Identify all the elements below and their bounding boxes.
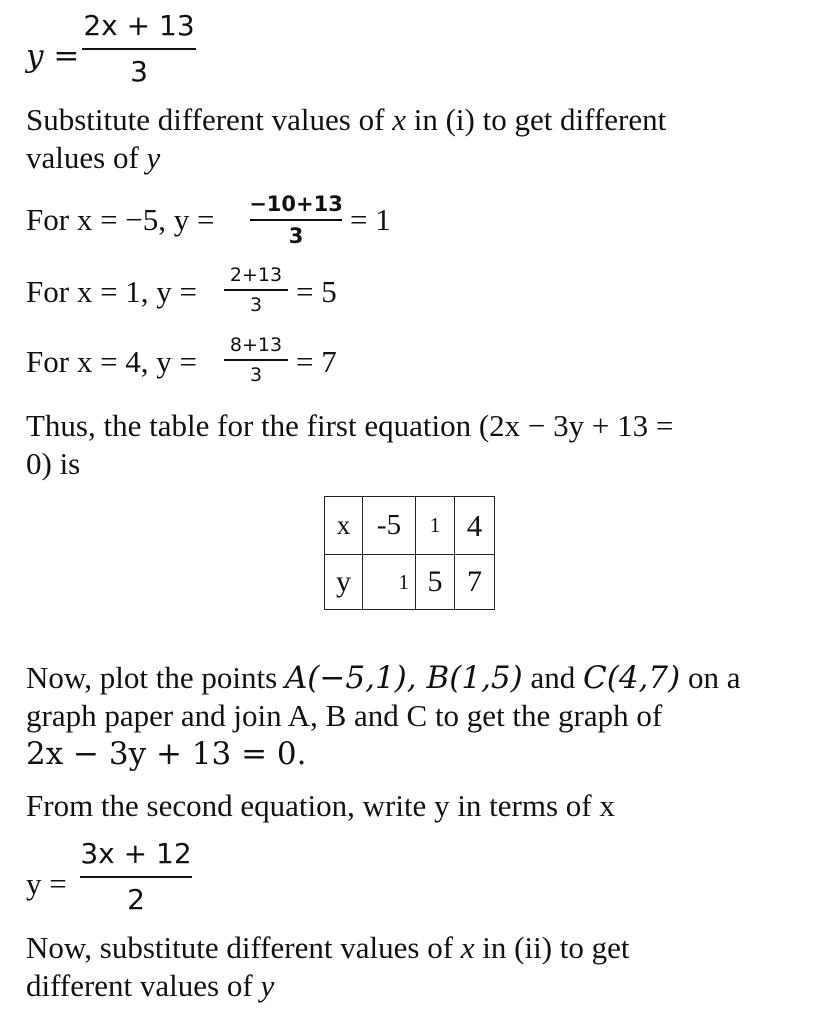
calc3-prefix: For x = 4, y = <box>26 344 198 379</box>
values-table <box>324 496 495 610</box>
calc2-prefix: For x = 1, y = <box>26 274 198 309</box>
table-cell: 7 <box>455 555 495 610</box>
substitute-intro-text-a: Substitute different values of <box>26 102 393 137</box>
calc3-numerator: 8+13 <box>229 334 283 356</box>
plot-line1 <box>26 660 740 696</box>
substitute-intro2-line1 <box>26 930 630 966</box>
plot-line2: graph paper and join A, B and C to get the graph of <box>26 698 663 733</box>
calc2-fraction <box>224 266 288 315</box>
calc1-fraction <box>250 194 342 247</box>
eq1-denominator: 3 <box>130 55 148 88</box>
substitute-intro2-text-c: different values of <box>26 968 261 1003</box>
plot-line3: 2x − 3y + 13 = 0. <box>26 736 307 772</box>
substitute-intro-line1 <box>26 102 666 138</box>
plot-text-c: on a <box>680 660 741 695</box>
eq2-fraction <box>80 837 192 916</box>
table-cell: -5 <box>363 497 416 555</box>
table-cell: x <box>325 497 363 555</box>
eq2-fraction-bar <box>80 876 192 878</box>
eq1-fraction <box>82 9 196 88</box>
calc3-denominator: 3 <box>249 364 263 386</box>
calc3-fraction <box>224 336 288 385</box>
calc1-prefix: For x = −5, y = <box>26 202 215 237</box>
thus-line1: Thus, the table for the first equation (2x − 3y + 13 = <box>26 408 674 443</box>
calc2-fraction-bar <box>224 289 288 291</box>
eq2-denominator: 2 <box>127 883 145 916</box>
table-cell: 1 <box>363 555 416 610</box>
substitute-intro-text-c: values of <box>26 140 147 175</box>
calc1-fraction-bar <box>250 219 342 221</box>
table-cell: 4 <box>455 497 495 555</box>
substitute-intro2-var-y: y <box>260 968 275 1003</box>
substitute-intro2-var-x: x <box>460 930 475 965</box>
substitute-intro-text-b: in (i) to get different <box>405 102 667 137</box>
plot-points-ab: A(−5,1), B(1,5) <box>284 660 523 696</box>
calc1-numerator: −10+13 <box>249 192 343 216</box>
plot-text-b: and <box>522 660 583 695</box>
calc3-result: = 7 <box>296 344 337 379</box>
eq2-numerator: 3x + 12 <box>80 837 192 870</box>
plot-text-a: Now, plot the points <box>26 660 285 695</box>
substitute-intro2-text-b: in (ii) to get <box>474 930 630 965</box>
table-cell: 1 <box>416 497 455 555</box>
table-row <box>325 555 495 610</box>
table-row <box>325 497 495 555</box>
eq1-lhs: y = <box>26 38 80 74</box>
substitute-intro-var-x: x <box>392 102 406 137</box>
eq2-lhs: y = <box>26 866 67 901</box>
eq1-numerator: 2x + 13 <box>83 9 195 42</box>
eq1-fraction-bar <box>82 48 196 50</box>
thus-line2: 0) is <box>26 446 81 481</box>
calc2-result: = 5 <box>296 274 337 309</box>
plot-point-c: C(4,7) <box>583 660 681 696</box>
table-cell: y <box>325 555 363 610</box>
calc2-numerator: 2+13 <box>229 264 283 286</box>
substitute-intro2-line2 <box>26 968 274 1004</box>
table-cell: 5 <box>416 555 455 610</box>
calc2-denominator: 3 <box>249 294 263 316</box>
calc1-denominator: 3 <box>288 224 304 248</box>
calc1-result: = 1 <box>350 202 391 237</box>
second-eq-text: From the second equation, write y in terms of x <box>26 788 615 823</box>
calc3-fraction-bar <box>224 359 288 361</box>
substitute-intro-line2 <box>26 140 160 176</box>
substitute-intro2-text-a: Now, substitute different values of <box>26 930 461 965</box>
substitute-intro-var-y: y <box>146 140 161 175</box>
